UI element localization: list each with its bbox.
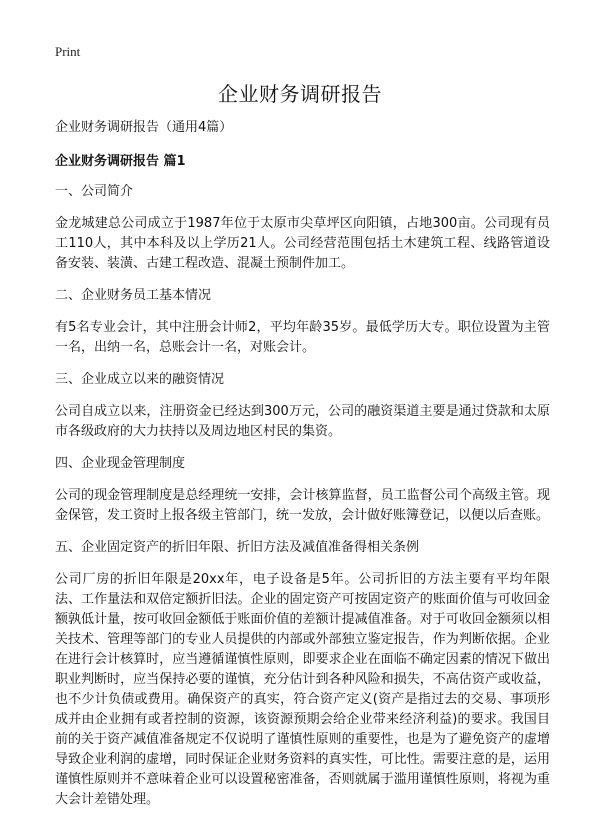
section-body-finance-staff: 有5名专业会计，其中注册会计师2，平均年龄35岁。最低学历大专。职位设置为主管一名，出纳一名，总账会计一名，对账会计。: [55, 320, 550, 355]
section-body-company-intro: 金龙城建总公司成立于1987年位于太原市尖草坪区向阳镇，占地300亩。公司现有员工110人，其中本科及以上学历21人。公司经营范围包括土木建筑工程、线路管道设备安装、装潢、古建工程改造、混凝土预制件加工。: [55, 216, 550, 271]
section-heading-company-intro: 一、公司简介: [55, 184, 134, 199]
section-body-fixed-assets: 公司厂房的折旧年限是20xx年，电子设备是5年。公司折旧的方法主要有平均年限法、工作量法和双倍定额折旧法。企业的固定资产可按固定资产的账面价值与可收回金额孰低计量，按可收回金额低于账面价值的差额计提减值准备。对于可收回金额须以相关技术、管理等部门的专业人员提供的内部或外部独立鉴定报告，作为判断依据。企业在进行会计核算时，应当遵循谨慎性原则，即要求企业在面临不确定因素的情况下做出职业判断时，应当保持必要的谨慎，充分估计到各种风险和损失，不高估资产或收益，也不少计负债或费用。确保资产的真实，符合资产定义(资产是指过去的交易、事项形成并由企业拥有或者控制的资源，该资源预期会给企业带来经济利益)的要求。我国目前的关于资产减值准备规定不仅说明了谨慎性原则的重要性，也是为了避免资产的虚增导致企业利润的虚增，同时保证企业财务资料的真实性，可比性。需要注意的是，运用谨慎性原则并不意味着企业可以设置秘密准备，否则就属于滥用谨慎性原则，将视为重大会计差错处理。: [55, 572, 550, 807]
document-subtitle: 企业财务调研报告（通用4篇）: [55, 120, 233, 135]
page-title: 企业财务调研报告: [218, 82, 382, 106]
print-link[interactable]: Print: [55, 44, 81, 59]
chapter-title: 企业财务调研报告 篇1: [55, 154, 186, 169]
section-body-cash-management: 公司的现金管理制度是总经理统一安排，会计核算监督，员工监督公司个高级主管。现金保管，发工资时上报各级主管部门，统一发放，会计做好账簿登记，以便以后查账。: [55, 488, 550, 523]
section-body-financing: 公司自成立以来，注册资金已经达到300万元，公司的融资渠道主要是通过贷款和太原市各级政府的大力扶持以及周边地区村民的集资。: [55, 404, 550, 439]
section-heading-financing: 三、企业成立以来的融资情况: [55, 372, 225, 387]
document-body: [55, 118, 550, 822]
section-heading-finance-staff: 二、企业财务员工基本情况: [55, 288, 212, 303]
section-heading-cash-management: 四、企业现金管理制度: [55, 456, 186, 471]
section-heading-fixed-assets: 五、企业固定资产的折旧年限、折旧方法及减值准备得相关条例: [55, 540, 420, 555]
